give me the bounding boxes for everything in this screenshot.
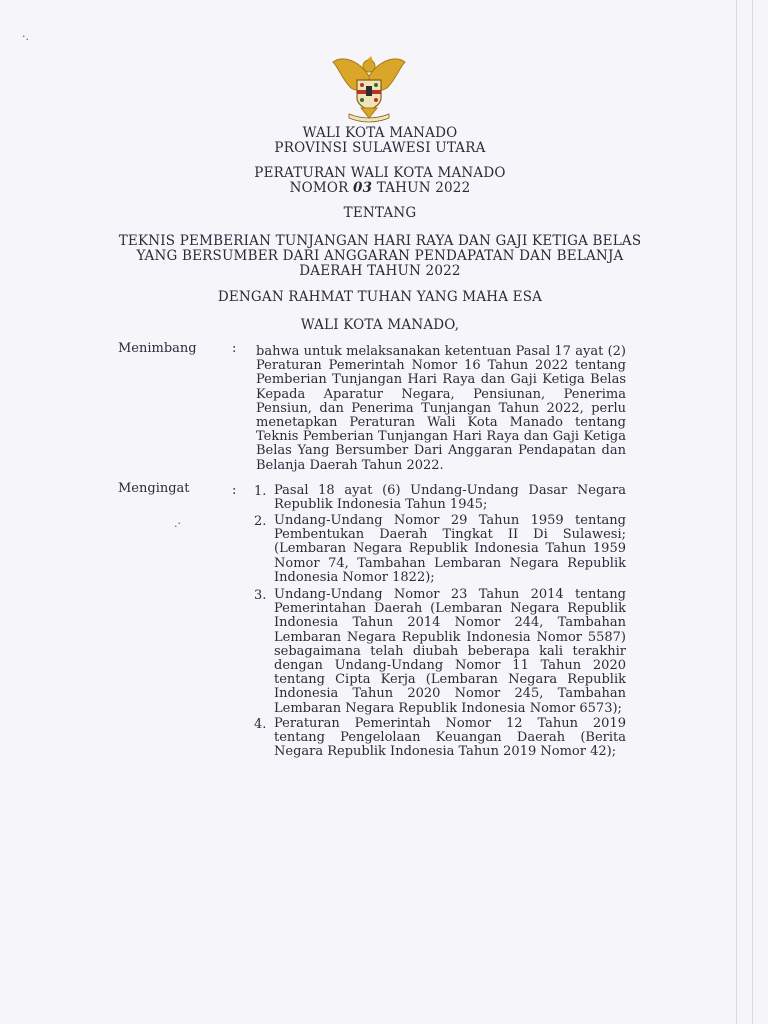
authority-line: WALI KOTA MANADO, <box>300 317 460 333</box>
mengingat-item-number: 4. <box>254 717 267 732</box>
subject-block <box>100 234 660 279</box>
mengingat-item-number: 3. <box>254 588 267 603</box>
issuer-block <box>100 126 660 156</box>
menimbang-text: bahwa untuk melaksanakan ketentuan Pasal 17 ayat (2) Peraturan Pemerintah Nomor 16 Tahun 2022 tentang Pemberian Tunjangan Hari Raya dan Gaji Ketiga Belas Kepada Aparatur Negara, Pensiunan, Penerima Pensiun, dan Penerima Tunjangan Tahun 2022, perlu menetapkan Peraturan Wali Kota Manado tentang Teknis Pemberian Tunjangan Hari Raya dan Gaji Ketiga Belas Yang Bersumber Dari Anggaran Pendapatan dan Belanja Daerah Tahun 2022. <box>256 344 626 473</box>
scan-speck: .· <box>174 517 181 530</box>
province-title: PROVINSI SULAWESI UTARA <box>274 140 486 156</box>
menimbang-label: Menimbang <box>118 341 197 356</box>
mengingat-colon: : <box>232 483 237 498</box>
about-heading: TENTANG <box>343 205 417 221</box>
mengingat-item-text: Undang-Undang Nomor 29 Tahun 1959 tentang Pembentukan Daerah Tingkat II Di Sulawesi; (Lembaran Negara Republik Indonesia Tahun 1959 Nomor 74, Tambahan Lembaran Negara Republik Indonesia Nomor 1822); <box>274 513 626 585</box>
number-prefix: NOMOR <box>289 180 349 196</box>
page-edge-line <box>736 0 737 1024</box>
mengingat-item-number: 1. <box>254 484 267 499</box>
issuer-title: WALI KOTA MANADO <box>302 125 458 141</box>
mengingat-item-text: Undang-Undang Nomor 23 Tahun 2014 tentang Pemerintahan Daerah (Lembaran Negara Republik Indonesia Tahun 2014 Nomor 244, Tambahan Lembaran Negara Republik Indonesia Nomor 5587) sebagaimana telah diubah beberapa kali terakhir dengan Undang-Undang Nomor 11 Tahun 2020 tentang Cipta Kerja (Lembaran Negara Republik Indonesia Tahun 2020 Nomor 245, Tambahan Lembaran Negara Republik Indonesia Nomor 6573); <box>274 587 626 716</box>
number-value: 03 <box>353 180 373 196</box>
regulation-block <box>100 166 660 196</box>
mengingat-item-text: Peraturan Pemerintah Nomor 12 Tahun 2019 tentang Pengelolaan Keuangan Daerah (Berita Negara Republik Indonesia Tahun 2019 Nomor 42); <box>274 716 626 760</box>
mengingat-label: Mengingat <box>118 481 190 496</box>
subject-line: YANG BERSUMBER DARI ANGGARAN PENDAPATAN DAN BELANJA <box>136 248 624 264</box>
subject-line: DAERAH TAHUN 2022 <box>299 263 461 279</box>
scan-speck: ·. <box>22 30 29 43</box>
regulation-type: PERATURAN WALI KOTA MANADO <box>254 165 506 181</box>
invocation: DENGAN RAHMAT TUHAN YANG MAHA ESA <box>217 289 543 305</box>
menimbang-colon: : <box>232 341 237 356</box>
garuda-emblem-icon <box>327 48 411 124</box>
mengingat-item-text: Pasal 18 ayat (6) Undang-Undang Dasar Negara Republik Indonesia Tahun 1945; <box>274 483 626 513</box>
subject-line: TEKNIS PEMBERIAN TUNJANGAN HARI RAYA DAN GAJI KETIGA BELAS <box>118 233 642 249</box>
number-suffix: TAHUN 2022 <box>376 180 471 196</box>
page-edge-line <box>752 0 753 1024</box>
mengingat-item-number: 2. <box>254 514 267 529</box>
regulation-number <box>100 181 660 196</box>
